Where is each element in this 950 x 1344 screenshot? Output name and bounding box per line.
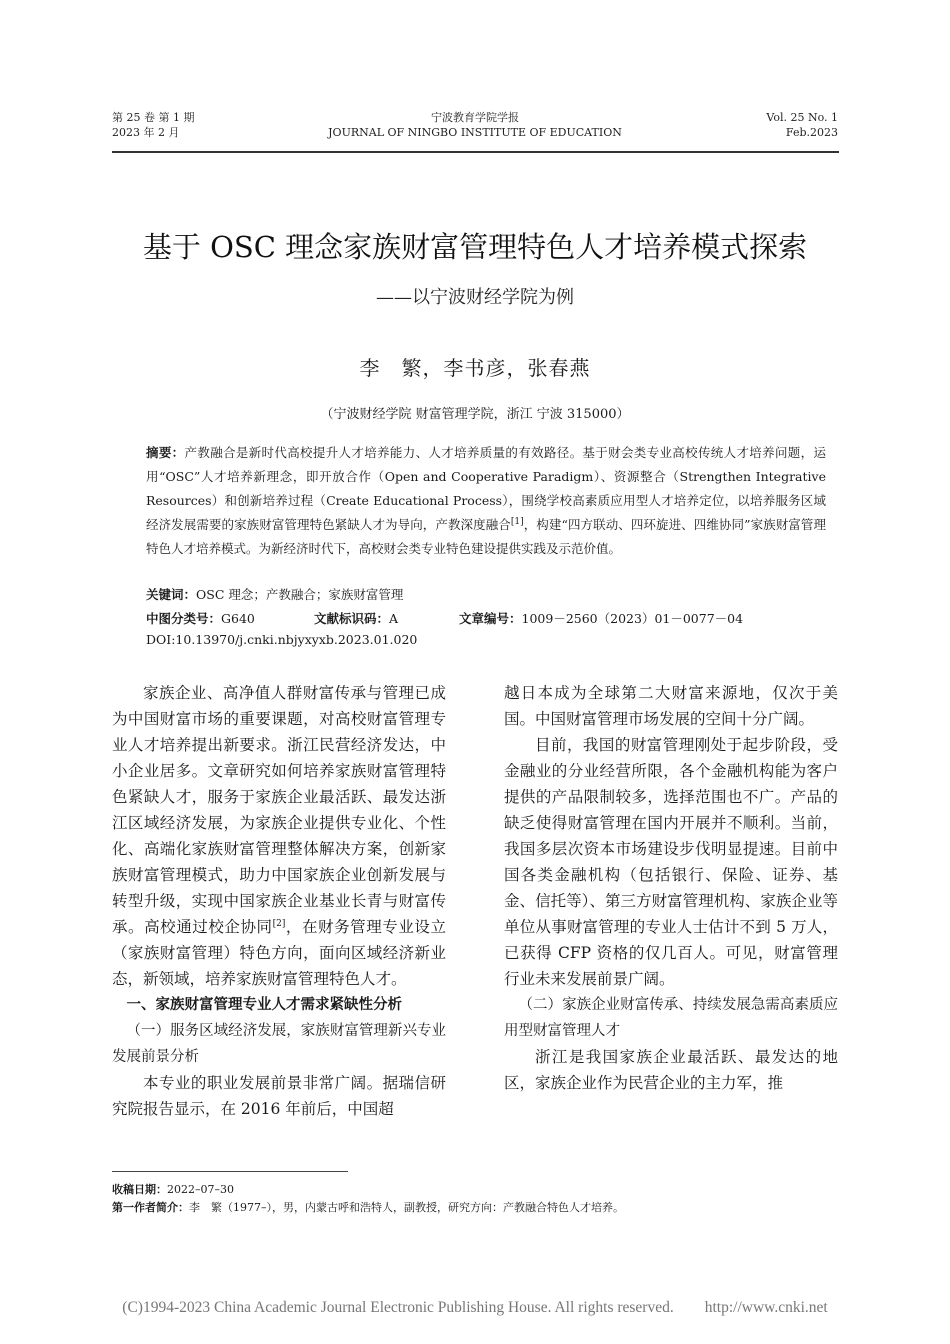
classification xyxy=(146,609,743,629)
paragraph-text: ，在财务管理专业设立（家族财富管理）特色方向，面向区域经济新业态，新领域，培养家族财富管理特色人才。 xyxy=(112,918,446,988)
body-column-left xyxy=(112,680,446,1122)
footnote-author xyxy=(112,1200,624,1216)
paragraph: 浙江是我国家族企业最活跃、最发达的地区，家族企业作为民营企业的主力军，推 xyxy=(504,1048,838,1092)
header-date: 2023 年 2 月 xyxy=(112,126,180,139)
abstract-text-2: ，构建“四方联动、四环旋进、四维协同”家族财富管理特色人才培养模式。为新经济时代下，高校财会类专业特色建设提供实践及示范价值。 xyxy=(146,517,826,556)
abstract-citation: [1] xyxy=(510,516,524,527)
footnote-rule xyxy=(112,1171,348,1172)
header-date-en: Feb.2023 xyxy=(785,126,838,139)
article-subtitle: ——以宁波财经学院为例 xyxy=(376,287,574,308)
header-rule xyxy=(112,151,839,153)
clc-label: 中图分类号： xyxy=(146,611,222,626)
article-number-label: 文章编号： xyxy=(459,611,522,626)
paragraph xyxy=(112,680,446,992)
author-bio: 李 繁（1977–），男，内蒙古呼和浩特人，副教授，研究方向：产教融合特色人才培养。 xyxy=(189,1201,624,1214)
paragraph: 越日本成为全球第二大财富来源地，仅次于美国。中国财富管理市场发展的空间十分广阔。 xyxy=(504,684,838,728)
header-volume: 第 25 卷 第 1 期 xyxy=(112,111,195,124)
doi: DOI:10.13970/j.cnki.nbjyxyxb.2023.01.020 xyxy=(146,632,418,647)
header-volume-en: Vol. 25 No. 1 xyxy=(766,111,838,124)
paragraph: 目前，我国的财富管理刚处于起步阶段，受金融业的分业经营所限，各个金融机构能为客户提供的产品限制较多，选择范围也不广。产品的缺乏使得财富管理在国内开展并不顺利。当前，我国多层次资本市场建设步伐明显提速。目前中国各类金融机构（包括银行、保险、证券、基金、信托等）、第三方财富管理机构、家族企业等单位从事财富管理的专业人士估计不到 5 万人，已获得 CFP 资格的仅几百人。可见，财富管理行业未来发展前景广阔。 xyxy=(504,736,838,988)
citation: [2] xyxy=(272,918,286,929)
copyright-line: (C)1994-2023 China Academic Journal Electronic Publishing House. All rights reserved. http://www.cnki.net xyxy=(122,1299,828,1316)
article-number-value: 1009－2560（2023）01－0077－04 xyxy=(521,611,744,626)
body-column-right xyxy=(504,680,838,1096)
paragraph: 本专业的职业发展前景非常广阔。据瑞信研究院报告显示，在 2016 年前后，中国超 xyxy=(112,1074,446,1118)
section-heading: 一、家族财富管理专业人才需求紧缺性分析 xyxy=(126,997,402,1013)
header-issue-en xyxy=(766,110,838,140)
subsection-heading: （一）服务区域经济发展，家族财富管理新兴专业发展前景分析 xyxy=(112,1023,446,1065)
abstract-label: 摘要： xyxy=(146,445,185,460)
footnote-received xyxy=(112,1182,234,1198)
received-date: 2022–07–30 xyxy=(167,1183,234,1196)
abstract-text-1: 产教融合是新时代高校提升人才培养能力、人才培养质量的有效路径。基于财会类专业高校传统人才培养问题，运用“OSC”人才培养新理念，即开放合作（Open and Cooperative Paradigm）、资源整合（Strengthen Integrative Resources）和创新培养过程（Create Educational Process），围绕学校高素质应用型人才培养定位，以培养服务区域经济发展需要的家族财富管理特色紧缺人才为导向，产教深度融合 xyxy=(146,445,826,532)
abstract xyxy=(146,441,826,561)
subsection-heading: （二）家族企业财富传承、持续发展急需高素质应用型财富管理人才 xyxy=(504,997,838,1039)
journal-name-cn: 宁波教育学院学报 xyxy=(431,111,519,124)
doc-code-label: 文献标识码： xyxy=(314,611,390,626)
affiliation: （宁波财经学院 财富管理学院，浙江 宁波 315000） xyxy=(320,407,630,422)
author-bio-label: 第一作者简介： xyxy=(112,1201,189,1214)
paragraph-text: 家族企业、高净值人群财富传承与管理已成为中国财富市场的重要课题，对高校财富管理专业人才培养提出新要求。浙江民营经济发达，中小企业居多。文章研究如何培养家族财富管理特色紧缺人才，服务于家族企业最活跃、最发达浙江区域经济发展，为家族企业提供专业化、个性化、高端化家族财富管理整体解决方案，创新家族财富管理模式，助力中国家族企业创新发展与转型升级，实现中国家族企业基业长青与财富传承。高校通过校企协同 xyxy=(112,684,446,936)
clc-value: G640 xyxy=(221,611,255,626)
article-title: 基于 OSC 理念家族财富管理特色人才培养模式探索 xyxy=(142,230,808,264)
keywords-label: 关键词： xyxy=(146,587,197,602)
keywords-text: OSC 理念；产教融合；家族财富管理 xyxy=(196,587,404,602)
keywords xyxy=(146,585,403,605)
doc-code-value: A xyxy=(389,611,399,626)
received-label: 收稿日期： xyxy=(112,1183,167,1196)
journal-name-en: JOURNAL OF NINGBO INSTITUTE OF EDUCATION xyxy=(328,126,622,139)
authors: 李 繁，李书彦，张春燕 xyxy=(359,356,591,380)
